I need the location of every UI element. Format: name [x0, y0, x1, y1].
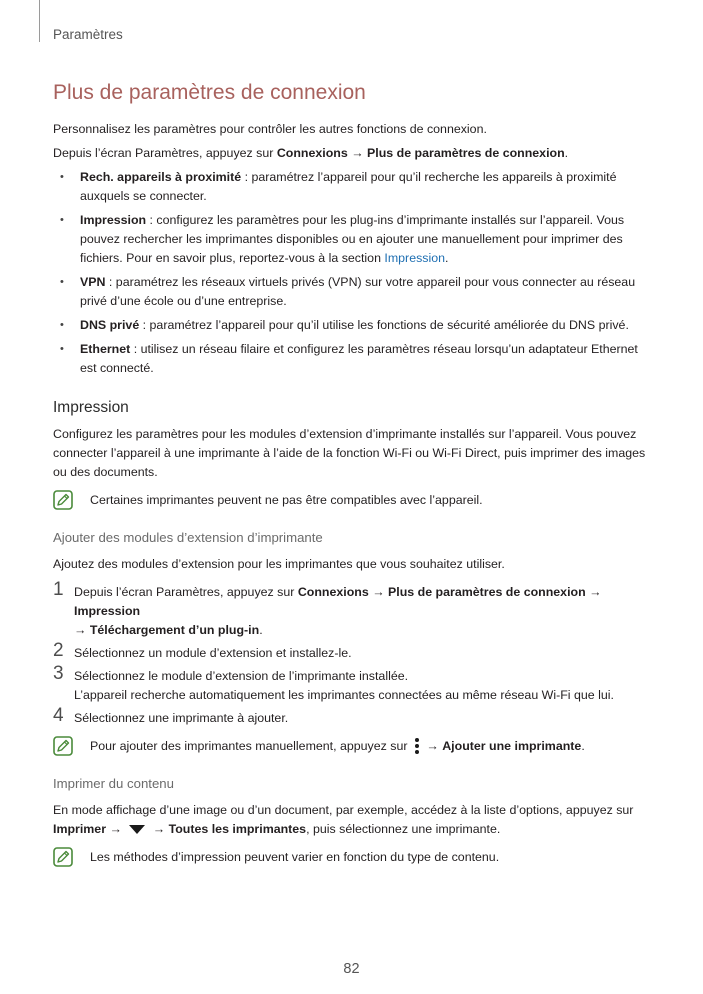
- note-pencil-icon: [53, 490, 73, 510]
- bullet-item-nearby: • Rech. appareils à proximité : paramétrez l’appareil pour qu’il recherche les appareils à proximité auxquels se connecter.: [53, 168, 655, 206]
- impression-intro: Configurez les paramètres pour les modules d’extension d’imprimante installés sur l’appareil. Vous pouvez connecter l’appareil à une imprimante à l’aide de la fonction Wi-Fi ou Wi-Fi Direct, puis imprimer des images ou des documents.: [53, 427, 646, 479]
- print-content-text: En mode affichage d’une image ou d’un document, par exemple, accédez à la liste d’options, appuyez sur Imprimer → → Toutes les imprimantes, puis sélectionnez une imprimante.: [53, 803, 634, 836]
- page-number: 82: [343, 961, 360, 977]
- section-title: Plus de paramètres de connexion: [53, 81, 366, 104]
- step-2: 2 Sélectionnez un module d’extension et installez-le.: [53, 640, 352, 661]
- page-header: Paramètres: [53, 27, 123, 42]
- impression-heading: Impression: [53, 399, 129, 416]
- header-side-rule: [39, 0, 40, 42]
- step-3: 3 Sélectionnez le module d’extension de l’imprimante installée. L’appareil recherche automatiquement les imprimantes connectées au même réseau Wi-Fi que lui.: [53, 667, 655, 705]
- section-path: Depuis l’écran Paramètres, appuyez sur Connexions → Plus de paramètres de connexion.: [53, 146, 569, 160]
- bullet-item-vpn: • VPN : paramétrez les réseaux virtuels privés (VPN) sur votre appareil pour vous connecter au réseau privé d’une école ou d’une entreprise.: [53, 273, 655, 311]
- manual-add-note: Pour ajouter des imprimantes manuellement, appuyez sur → Ajouter une imprimante.: [53, 737, 655, 757]
- print-content-heading: Imprimer du contenu: [53, 776, 174, 791]
- bullet-item-ethernet: • Ethernet : utilisez un réseau filaire et configurez les paramètres réseau lorsqu’un adaptateur Ethernet est connecté.: [53, 340, 655, 378]
- print-method-note: Les méthodes d’impression peuvent varier en fonction du type de contenu.: [53, 848, 655, 868]
- more-options-icon: [414, 737, 420, 755]
- add-modules-heading: Ajouter des modules d’extension d’imprimante: [53, 530, 323, 545]
- bullet-item-impression: • Impression : configurez les paramètres pour les plug-ins d’imprimante installés sur l’appareil. Vous pouvez rechercher les imprimantes disponibles ou en ajouter une manuellement pour imprimer des fichiers. Pour en savoir plus, reportez-vous à la section Impression.: [53, 211, 655, 268]
- bullet-item-dns: • DNS privé : paramétrez l’appareil pour qu’il utilise les fonctions de sécurité améliorée du DNS privé.: [53, 316, 655, 335]
- page-content: [53, 80, 655, 873]
- impression-link[interactable]: Impression: [384, 251, 446, 265]
- settings-bullet-list: [53, 168, 655, 378]
- note-pencil-icon: [53, 847, 73, 867]
- section-intro: Personnalisez les paramètres pour contrôler les autres fonctions de connexion.: [53, 122, 487, 136]
- step-4: 4 Sélectionnez une imprimante à ajouter.: [53, 705, 289, 726]
- step-1: 1 Depuis l’écran Paramètres, appuyez sur Connexions → Plus de paramètres de connexion → Impression → Téléchargement d’un plug-in.: [53, 579, 602, 637]
- add-modules-intro: Ajoutez des modules d’extension pour les imprimantes que vous souhaitez utiliser.: [53, 557, 505, 571]
- compatibility-note: Certaines imprimantes peuvent ne pas être compatibles avec l’appareil.: [53, 491, 655, 511]
- note-pencil-icon: [53, 736, 73, 756]
- dropdown-triangle-icon: [129, 825, 145, 834]
- add-modules-steps: [53, 579, 655, 728]
- step-3-detail: L’appareil recherche automatiquement les imprimantes connectées au même réseau Wi-Fi que lui.: [74, 688, 614, 702]
